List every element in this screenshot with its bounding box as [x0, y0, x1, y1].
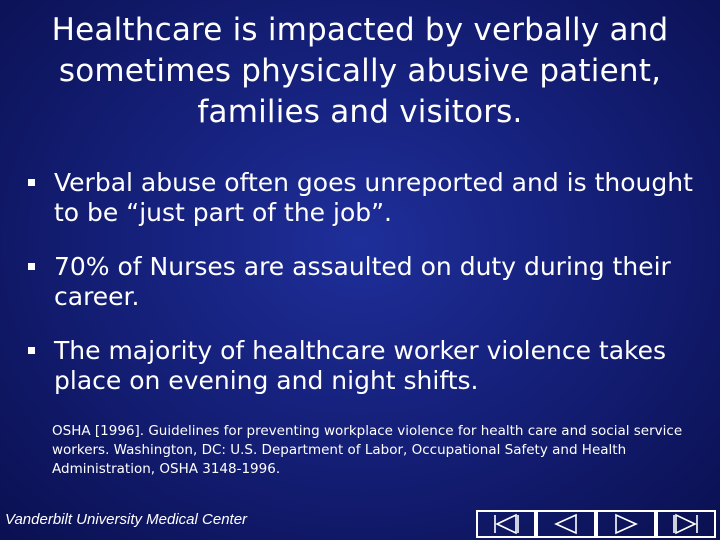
bullet-text: The majority of healthcare worker violence takes place on evening and night shifts.	[54, 336, 667, 395]
slide-title: Healthcare is impacted by verbally and sometimes physically abusive patient, families and visitors.	[51, 12, 669, 130]
bullet-text: Verbal abuse often goes unreported and is thought to be “just part of the job”.	[54, 168, 693, 227]
bullet-list	[26, 168, 696, 420]
square-bullet-icon	[28, 347, 35, 354]
first-slide-button[interactable]	[476, 510, 536, 538]
square-bullet-icon	[28, 179, 35, 186]
bullet-item	[26, 168, 696, 228]
previous-slide-button[interactable]	[536, 510, 596, 538]
skip-back-icon	[478, 512, 534, 536]
bullet-item	[26, 336, 696, 396]
footer-label: Vanderbilt University Medical Center	[5, 511, 248, 528]
skip-forward-icon	[658, 512, 714, 536]
bullet-text: 70% of Nurses are assaulted on duty during their career.	[54, 252, 671, 311]
next-slide-button[interactable]	[596, 510, 656, 538]
square-bullet-icon	[28, 263, 35, 270]
last-slide-button[interactable]	[656, 510, 716, 538]
triangle-left-icon	[538, 512, 594, 536]
bullet-item	[26, 252, 696, 312]
citation: OSHA [1996]. Guidelines for preventing workplace violence for health care and social service workers. Washington, DC: U.S. Department of Labor, Occupational Safety and Health Administration, OSHA 3148-1996.	[52, 423, 683, 477]
triangle-right-icon	[598, 512, 654, 536]
